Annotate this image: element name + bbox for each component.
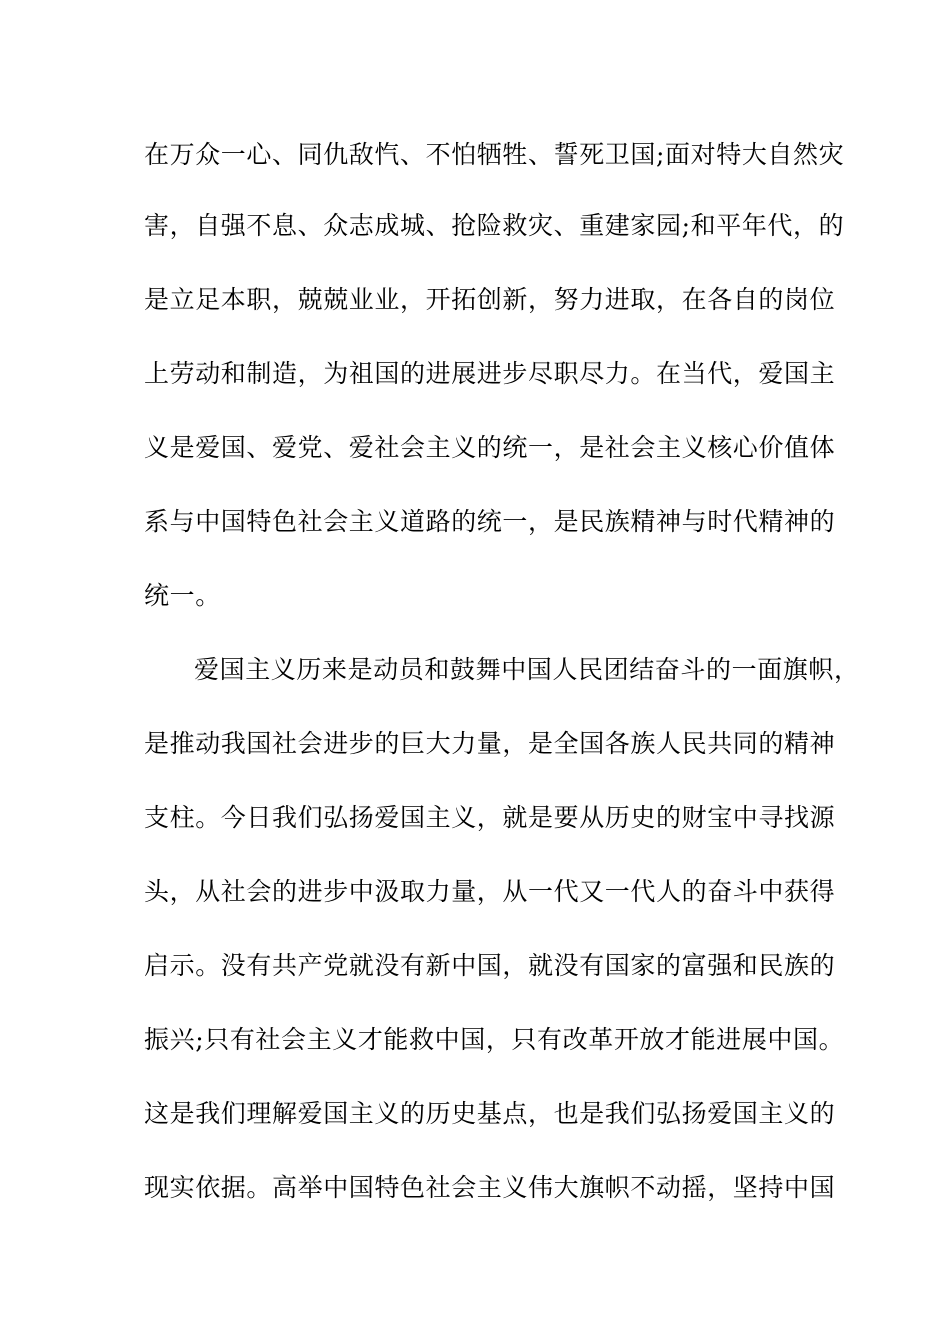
text-line: 系与中国特色社会主义道路的统一，是民族精神与时代精神的 bbox=[144, 507, 836, 536]
text-line: 害，自强不息、众志成城、抢险救灾、重建家园;和平年代，的 bbox=[144, 211, 845, 240]
text-line: 统一。 bbox=[144, 581, 221, 610]
text-line: 在万众一心、同仇敌忾、不怕牺牲、誓死卫国;面对特大自然灾 bbox=[144, 140, 845, 169]
text-line: 是推动我国社会进步的巨大力量，是全国各族人民共同的精神 bbox=[144, 729, 836, 758]
text-line: 支柱。今日我们弘扬爱国主义，就是要从历史的财宝中寻找源 bbox=[144, 803, 836, 832]
text-line: 义是爱国、爱党、爱社会主义的统一，是社会主义核心价值体 bbox=[144, 433, 836, 462]
text-line: 头，从社会的进步中汲取力量，从一代又一代人的奋斗中获得 bbox=[144, 877, 836, 906]
paragraph-first-line: 爱国主义历来是动员和鼓舞中国人民团结奋斗的一面旗帜， bbox=[194, 655, 860, 684]
text-line: 启示。没有共产党就没有新中国，就没有国家的富强和民族的 bbox=[144, 951, 836, 980]
text-line: 现实依据。高举中国特色社会主义伟大旗帜不动摇，坚持中国 bbox=[144, 1173, 836, 1202]
text-line: 是立足本职，兢兢业业，开拓创新，努力进取，在各自的岗位 bbox=[144, 285, 836, 314]
text-line: 振兴;只有社会主义才能救中国，只有改革开放才能进展中国。 bbox=[144, 1025, 845, 1054]
text-line: 上劳动和制造，为祖国的进展进步尽职尽力。在当代，爱国主 bbox=[144, 359, 836, 388]
text-line: 这是我们理解爱国主义的历史基点，也是我们弘扬爱国主义的 bbox=[144, 1099, 836, 1128]
